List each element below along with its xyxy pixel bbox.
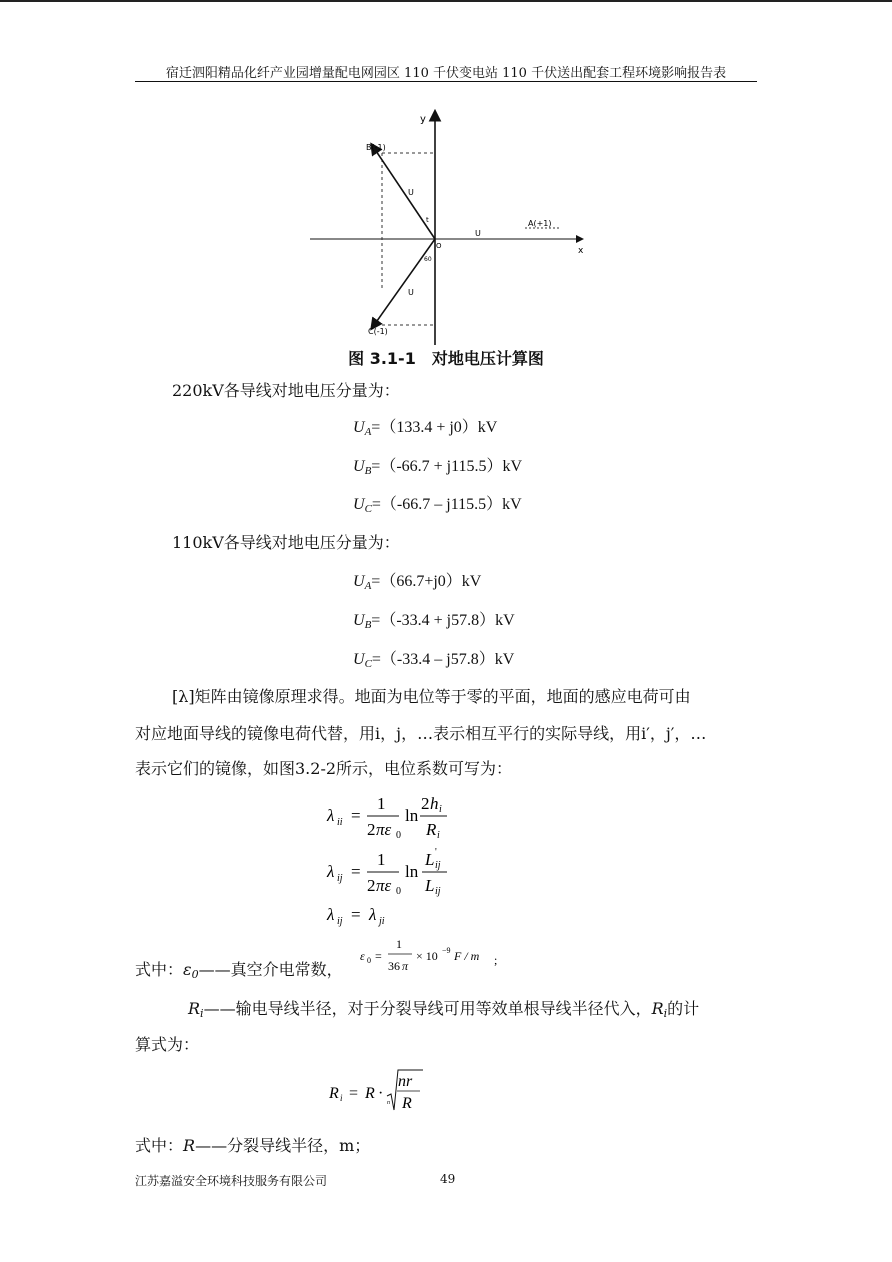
footer-company: 江苏嘉溢安全环境科技服务有限公司: [135, 1174, 328, 1188]
svg-text:R: R: [426, 820, 437, 839]
r-definition: 式中：R——分裂导线半径，m；: [135, 1136, 371, 1155]
svg-text:i: i: [439, 804, 442, 815]
ri-definition-line1: $R_i——$输电导线半径，对于分裂导线可用等效单根导线半径代入，$R_i$的计: [188, 999, 700, 1020]
svg-text:1: 1: [377, 850, 386, 869]
svg-text:;: ;: [494, 953, 498, 967]
svg-text:R: R: [402, 1095, 412, 1112]
lambda-paragraph-line3: 表示它们的镜像，如图3.2-2所示，电位系数可写为：: [135, 759, 513, 778]
svg-text:R: R: [329, 1085, 339, 1102]
voltage-vector-diagram: [300, 100, 600, 350]
svg-text:ij: ij: [435, 860, 441, 871]
svg-text:−9: −9: [442, 946, 451, 955]
svg-text:0: 0: [367, 956, 371, 965]
svg-text:': ': [435, 847, 437, 858]
ri-definition-line2: 算式为：: [135, 1035, 200, 1054]
svg-text:1: 1: [377, 794, 386, 813]
lambda-ii-formula: [325, 790, 465, 844]
svg-text:ij: ij: [435, 886, 441, 897]
svg-text:λ: λ: [327, 905, 335, 924]
svg-text:L: L: [425, 850, 435, 869]
svg-text:0: 0: [396, 886, 401, 897]
svg-text:ε: ε: [360, 949, 365, 963]
svg-text:2: 2: [367, 820, 376, 839]
svg-text:i: i: [437, 830, 440, 841]
kv220-intro: 220kV各导线对地电压分量为：: [172, 381, 400, 400]
x-axis-label: x: [578, 246, 584, 256]
svg-text:=: =: [349, 1085, 359, 1102]
kv220-ub: $U_B=(-66.7 + j115.5)kV$: [353, 458, 523, 477]
kv110-uc: $U_C=(-33.4 - j57.8)kV$: [353, 651, 515, 670]
kv220-uc: $U_C=(-66.7 - j115.5)kV$: [353, 496, 522, 515]
top-border: [0, 0, 892, 2]
y-axis-label: y: [420, 114, 426, 125]
lambda-ij-formula: [325, 846, 465, 900]
lambda-paragraph-line1: [λ]矩阵由镜像原理求得。地面为电位等于零的平面，地面的感应电荷可由: [172, 687, 691, 706]
svg-text:=: =: [351, 862, 361, 881]
svg-text:0: 0: [396, 830, 401, 841]
svg-text:h: h: [430, 794, 439, 813]
svg-text:λ: λ: [327, 862, 335, 881]
svg-text:ij: ij: [337, 873, 343, 884]
svg-text:ji: ji: [379, 916, 385, 927]
svg-text:ii: ii: [337, 817, 343, 828]
angle-upper-label: t: [426, 216, 429, 224]
svg-text:ij: ij: [337, 916, 343, 927]
svg-text:nr: nr: [398, 1073, 413, 1090]
svg-text:R: R: [365, 1085, 375, 1102]
ua-label: U: [475, 229, 481, 238]
kv220-ua: $U_A=(133.4 + j0)kV$: [353, 419, 498, 438]
figure-caption: 图 3.1-1 对地电压计算图: [348, 349, 544, 368]
ri-formula: [327, 1064, 437, 1118]
lambda-symmetry-formula: [325, 900, 435, 930]
origin-label: O: [436, 242, 442, 250]
svg-text:2: 2: [421, 794, 430, 813]
uc-vector: [372, 239, 435, 328]
kv110-intro: 110kV各导线对地电压分量为：: [172, 533, 400, 552]
svg-text:πε: πε: [376, 820, 392, 839]
svg-text:36: 36: [388, 959, 400, 973]
svg-text:·: ·: [378, 1085, 384, 1102]
svg-text:× 10: × 10: [416, 949, 438, 963]
header-rule: [135, 81, 757, 82]
svg-text:2: 2: [367, 876, 376, 895]
svg-text:π: π: [402, 959, 409, 973]
svg-text:ln: ln: [405, 806, 419, 825]
svg-text:=: =: [351, 806, 361, 825]
svg-text:i: i: [340, 1093, 343, 1103]
svg-text:=: =: [375, 949, 382, 963]
ub-vector: [372, 145, 435, 239]
epsilon-definition: 式中：$\varepsilon_0——$真空介电常数，: [135, 960, 343, 981]
uc-label: U: [408, 288, 414, 297]
kv110-ub: $U_B=(-33.4 + j57.8)kV$: [353, 612, 515, 631]
b-point-label: B(-1): [366, 143, 386, 152]
kv110-ua: $U_A=(66.7+j0)kV$: [353, 573, 482, 592]
a-point-label: A(+1): [528, 219, 552, 228]
svg-text:1: 1: [396, 937, 402, 951]
svg-text:L: L: [425, 876, 435, 895]
svg-text:πε: πε: [376, 876, 392, 895]
svg-text:λ: λ: [327, 806, 335, 825]
svg-text:n: n: [387, 1100, 390, 1106]
angle-lower-label: 60: [424, 256, 432, 263]
c-point-label: C(-1): [368, 327, 388, 336]
svg-text:ln: ln: [405, 862, 419, 881]
svg-text:=: =: [351, 905, 361, 924]
svg-text:λ: λ: [369, 905, 377, 924]
ub-label: U: [408, 188, 414, 197]
footer-page-number: 49: [440, 1172, 456, 1186]
svg-text:F / m: F / m: [454, 949, 480, 963]
page-header: 宿迁泗阳精品化纤产业园增量配电网园区 110 千伏变电站 110 千伏送出配套工程环境影响报告表: [165, 66, 727, 81]
epsilon-value-formula: [358, 934, 503, 976]
lambda-paragraph-line2: 对应地面导线的镜像电荷代替，用i，j，…表示相互平行的实际导线，用i′，j′，…: [135, 724, 707, 743]
